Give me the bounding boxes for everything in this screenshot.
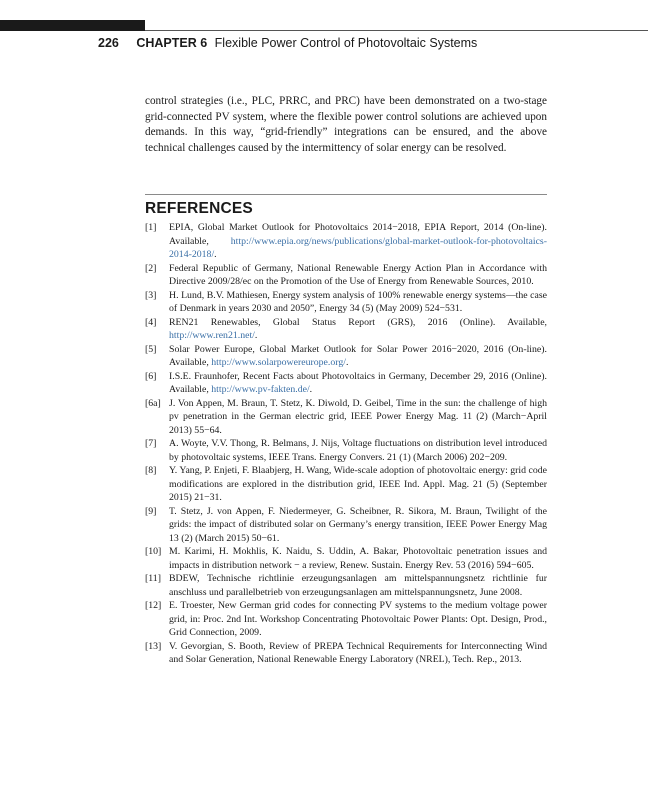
chapter-title: Flexible Power Control of Photovoltaic Systems — [214, 36, 478, 50]
reference-item — [145, 370, 547, 397]
reference-text: I.S.E. Fraunhofer, Recent Facts about Photovoltaics in Germany, December 29, 2016 (Online). Available, — [169, 370, 547, 395]
reference-text: J. Von Appen, M. Braun, T. Stetz, K. Diwold, D. Geibel, Time in the sun: the challenge of high pv penetration in the German electric grid, IEEE Power Energy Mag. 11 (2) (March−April 2013) 55−64. — [169, 397, 547, 436]
reference-item — [145, 599, 547, 640]
chapter-label: CHAPTER 6 — [136, 36, 208, 50]
reference-link[interactable]: http://www.pv-fakten.de/ — [211, 384, 310, 395]
reference-number: [11] — [145, 573, 161, 584]
reference-text: E. Troester, New German grid codes for connecting PV systems to the medium voltage power grid, in: Proc. 2nd Int. Workshop Concentrating Photovoltaic Power Plants: Opt. Design, Prod., Grid Connection, 2009. — [169, 600, 547, 638]
reference-item — [145, 221, 547, 262]
reference-item — [145, 289, 547, 316]
reference-number: [6a] — [145, 397, 161, 409]
reference-punctuation: . — [345, 357, 349, 368]
reference-number: [12] — [145, 600, 162, 611]
reference-number: [13] — [145, 640, 162, 652]
reference-text: V. Gevorgian, S. Booth, Review of PREPA Technical Requirements for Interconnecting Wind and Solar Generation, National Renewable Energy Laboratory (NREL), Tech. Rep., 2013. — [169, 640, 547, 665]
reference-text: Y. Yang, P. Enjeti, F. Blaabjerg, H. Wang, Wide-scale adoption of photovoltaic energy: grid code modifications are explored in the distribution grid, IEEE Ind. Appl. Mag. 21 (5) (September 2015) 21−31. — [169, 465, 547, 503]
reference-text: A. Woyte, V.V. Thong, R. Belmans, J. Nijs, Voltage fluctuations on distribution level introduced by photovoltaic systems, IEEE Trans. Energy Convers. 21 (1) (March 2006) 202−209. — [169, 438, 547, 463]
reference-text: H. Lund, B.V. Mathiesen, Energy system analysis of 100% renewable energy systems—the case of Denmark in years 2030 and 2050”, Energy 34 (5) (May 2009) 524−531. — [169, 289, 547, 314]
reference-punctuation: . — [309, 384, 313, 395]
running-head — [98, 36, 477, 50]
header-bar — [0, 20, 145, 31]
reference-item — [145, 464, 547, 505]
reference-punctuation: . — [214, 249, 217, 260]
reference-text: EPIA, Global Market Outlook for Photovoltaics 2014−2018, EPIA Report, 2014 (On-line). Available, — [169, 222, 547, 247]
reference-number: [10] — [145, 546, 162, 557]
reference-link[interactable]: http://www.solarpowereurope.org/ — [211, 357, 346, 368]
reference-number: [8] — [145, 465, 157, 476]
reference-link[interactable]: http://www.epia.org/news/publications/global-market-outlook-for-photovoltaics-2014-2018/ — [169, 235, 547, 260]
reference-item — [145, 640, 547, 667]
reference-number: [3] — [145, 289, 157, 301]
header-rule — [145, 30, 648, 31]
reference-item — [145, 343, 547, 370]
reference-text: BDEW, Technische richtlinie erzeugungsanlagen am mittelspannungsnetz richtlinie fur anschluss und parallelbetrieb von erzeugungsanlagen am mittelspannungsnetz, June 2008. — [169, 573, 547, 598]
reference-item — [145, 397, 547, 438]
references-heading: REFERENCES — [145, 200, 253, 217]
reference-link[interactable]: http://www.ren21.net/ — [169, 330, 255, 341]
reference-number: [7] — [145, 438, 157, 449]
reference-text: Federal Republic of Germany, National Renewable Energy Action Plan in Accordance with Directive 2009/28/ec on the Promotion of the Use of Energy from Renewable Sources, 2010. — [169, 262, 547, 287]
reference-item — [145, 505, 547, 546]
references-divider — [145, 194, 547, 195]
reference-text: Solar Power Europe, Global Market Outlook for Solar Power 2016−2020, 2016 (On-line). Available, — [169, 343, 547, 368]
reference-text: REN21 Renewables, Global Status Report (GRS), 2016 (Online). Available, — [169, 316, 547, 328]
reference-number: [1] — [145, 222, 157, 233]
reference-text: T. Stetz, J. von Appen, F. Niedermeyer, G. Scheibner, R. Sikora, M. Braun, Twilight of the grids: the impact of distributed solar on Germany’s energy transition, IEEE Power Energy Mag 13 (2) (March 2015) 50−61. — [169, 505, 547, 544]
body-paragraph: control strategies (i.e., PLC, PRRC, and PRC) have been demonstrated on a two-stage grid-connected PV system, where the flexible power control solutions are achieved upon demands. In this way, “grid-friendly” integrations can be ensured, and the above technical challenges caused by the intermittency of solar energy can be resolved. — [145, 95, 547, 154]
reference-item — [145, 572, 547, 599]
reference-punctuation: . — [254, 330, 258, 341]
reference-item — [145, 545, 547, 572]
reference-item — [145, 437, 547, 464]
page-number: 226 — [98, 36, 119, 50]
reference-number: [6] — [145, 370, 157, 382]
reference-number: [9] — [145, 505, 157, 517]
reference-item — [145, 262, 547, 289]
reference-number: [5] — [145, 343, 157, 355]
references-list — [145, 221, 547, 667]
reference-text: M. Karimi, H. Mokhlis, K. Naidu, S. Uddin, A. Bakar, Photovoltaic penetration issues and impacts in distribution network − a review, Renew. Sustain. Energy Rev. 53 (2016) 594−605. — [169, 546, 547, 571]
reference-number: [4] — [145, 316, 157, 328]
reference-number: [2] — [145, 262, 157, 274]
reference-item — [145, 316, 547, 343]
